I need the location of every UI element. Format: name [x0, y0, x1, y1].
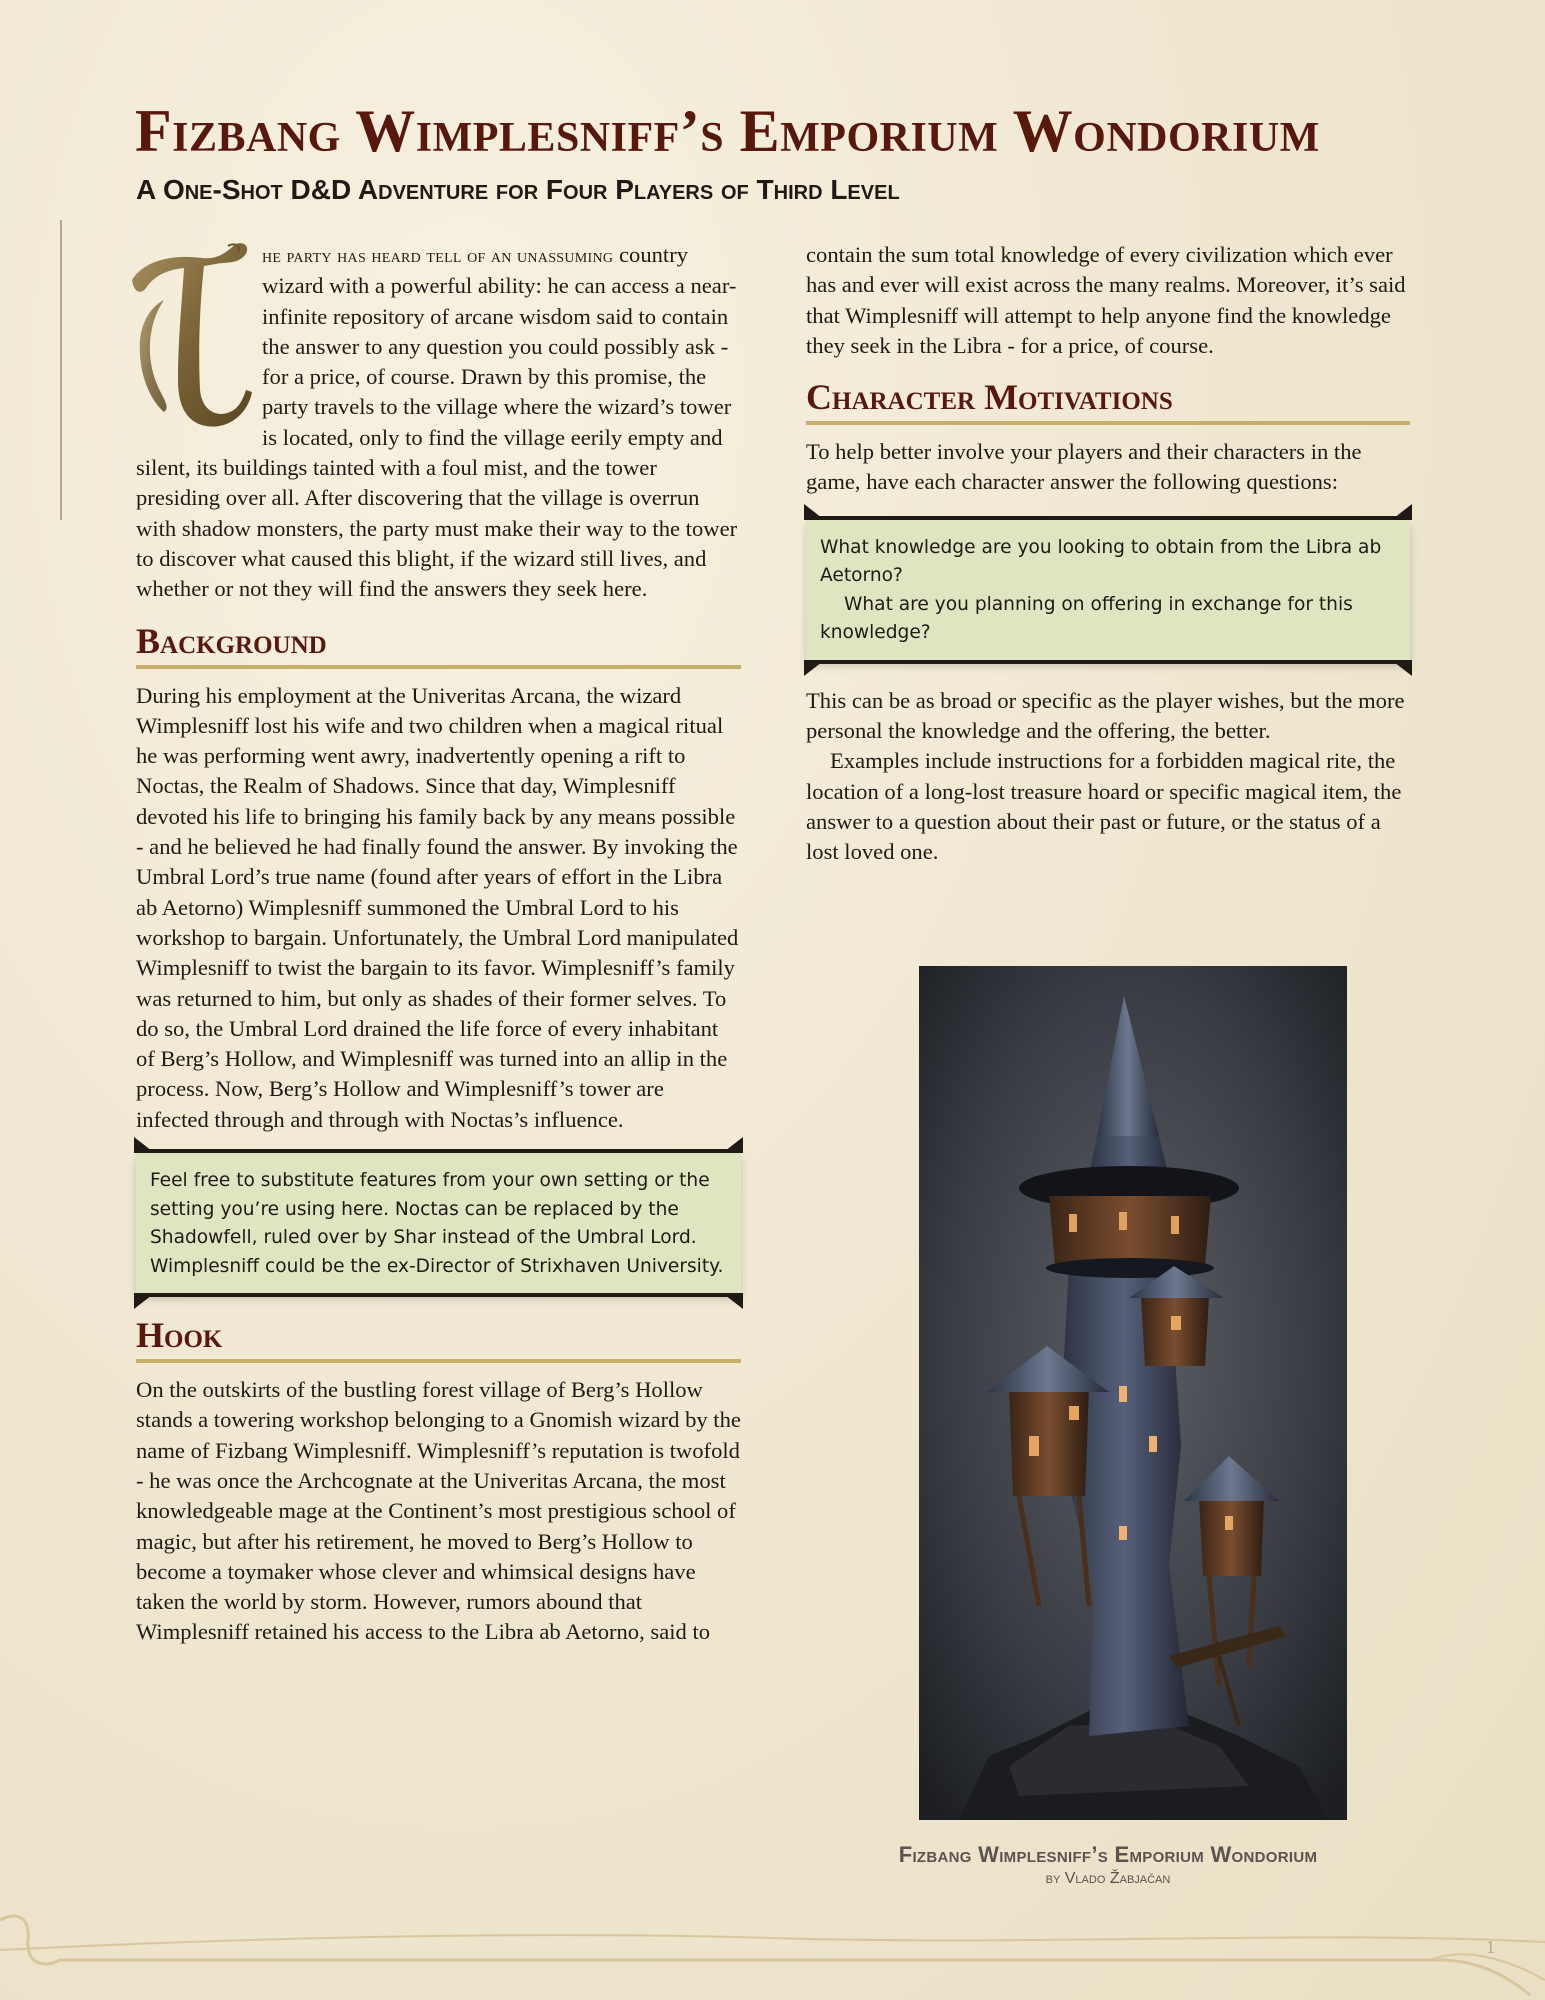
- hook-continuation: contain the sum total knowledge of every civilization which ever has and ever will exist across the many realms. Moreover, it’s said that Wimplesniff will attempt to help anyone find the knowledge they seek in the Libra - for a price, of course.: [806, 242, 1406, 358]
- intro-text: country wizard with a powerful ability: he can access a near-infinite repository of arcane wisdom said to contain the answer to any question you could possibly ask - for a price, of course. Drawn by this promise, the party travels to the village where the wizard’s tower is located, only to find the village eerily empty and silent, its buildings tainted with a foul mist, and the tower presiding over all. After discovering that the village is overrun with shadow monsters, the party must make their way to the tower to discover what caused this blight, if the wizard still lives, and whether or not they will find the answers they seek here.: [136, 242, 738, 602]
- heading-character-motivations: Character Motivations: [806, 377, 1410, 425]
- page-number: 1: [1486, 1937, 1495, 1957]
- margin-rule: [60, 220, 62, 520]
- figure-caption-credit: by Vlado Žabjačan: [1045, 1870, 1171, 1887]
- page-title: Fizbang Wimplesniff’s Emporium Wondorium: [135, 98, 1320, 164]
- intro-lead-caps: he party has heard tell of an unassuming: [262, 245, 614, 267]
- page-subtitle: A One-Shot D&D Adventure for Four Players of Third Level: [136, 174, 900, 205]
- figure-caption-title: Fizbang Wimplesniff’s Emporium Wondorium: [898, 1842, 1318, 1867]
- drop-cap-t-icon: [124, 240, 256, 430]
- left-column: [136, 240, 741, 1648]
- background-note-text: Feel free to substitute features from your own setting or the setting you’re using here. Noctas can be replaced by the Shadowfell, ruled over by Shar instead of the Umbral Lord. Wimplesniff could be the ex-Director of Strixhaven University.: [150, 1170, 724, 1277]
- question-2: What are you planning on offering in exchange for this knowledge?: [820, 593, 1353, 644]
- intro-block: [136, 240, 741, 605]
- right-column: [806, 240, 1410, 868]
- heading-hook: Hook: [136, 1315, 741, 1363]
- question-1: What knowledge are you looking to obtain from the Libra ab Aetorno?: [820, 536, 1382, 587]
- tower-image: [919, 966, 1347, 1820]
- footer-ornament: [0, 1900, 1545, 2000]
- motivations-intro: To help better involve your players and their characters in the game, have each character answer the following questions:: [806, 439, 1362, 495]
- hook-text: On the outskirts of the bustling forest village of Berg’s Hollow stands a towering workshop belonging to a Gnomish wizard by the name of Fizbang Wimplesniff. Wimplesniff’s reputation is twofold - he was once the Archcognate at the Univeritas Arcana, the most knowledgeable mage at the Continent’s most prestigious school of magic, but after his retirement, he moved to Berg’s Hollow to become a toymaker whose clever and whimsical designs have taken the world by storm. However, rumors abound that Wimplesniff retained his access to the Libra ab Aetorno, said to: [136, 1377, 741, 1645]
- motivations-para-1: This can be as broad or specific as the player wishes, but the more personal the knowledge and the offering, the better.: [806, 687, 1405, 744]
- background-text: During his employment at the Univeritas Arcana, the wizard Wimplesniff lost his wife and two children when a magical ritual he was performing went awry, inadvertently opening a rift to Noctas, the Realm of Shadows. Since that day, Wimplesniff devoted his life to bringing his family back by any means possible - and he believed he had finally found the answer. By invoking the Umbral Lord’s true name (found after years of effort in the Libra ab Aetorno) Wimplesniff summoned the Umbral Lord to his workshop to bargain. Unfortunately, the Umbral Lord manipulated Wimplesniff to twist the bargain to its favor. Wimplesniff’s family was returned to him, but only as shades of their former selves. To do so, the Umbral Lord drained the life force of every inhabitant of Berg’s Hollow, and Wimplesniff was turned into an allip in the process. Now, Berg’s Hollow and Wimplesniff’s tower are infected through and through with Noctas’s influence.: [136, 682, 739, 1132]
- questions-note-box: [806, 520, 1410, 660]
- motivations-para-2: Examples include instructions for a forbidden magical rite, the location of a long-lost treasure hoard or specific magical item, the answer to a question about their past or future, or the status of a lost loved one.: [806, 748, 1402, 865]
- heading-background: Background: [136, 621, 741, 669]
- background-note-box: [136, 1153, 741, 1293]
- tower-illustration: [919, 966, 1347, 1820]
